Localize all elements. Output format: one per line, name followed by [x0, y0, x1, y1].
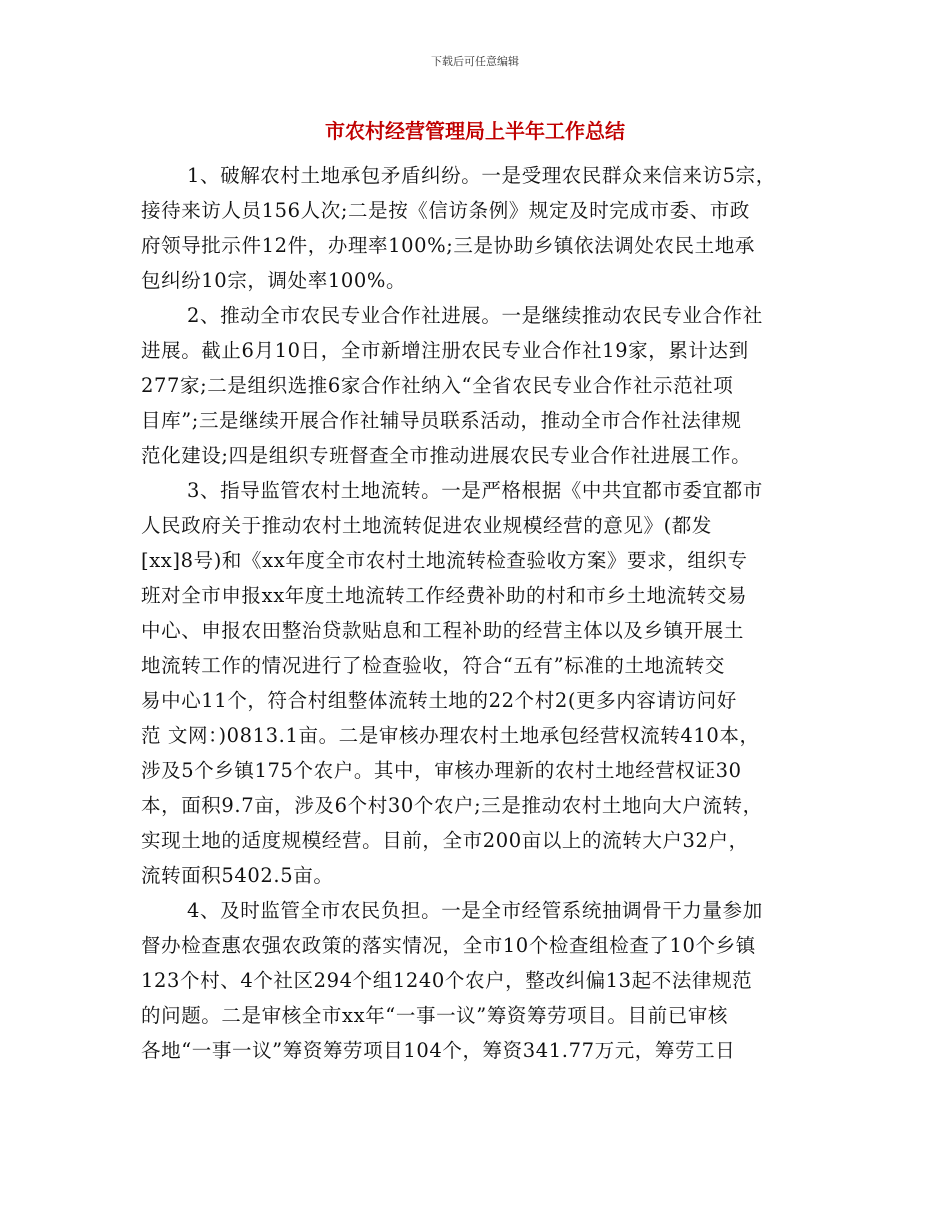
paragraph-4-line: 123个村、4个社区294个组1240个农户，整改纠偏13起不法律规范 [141, 969, 753, 992]
paragraph-3-line: 3、指导监管农村土地流转。一是严格根据《中共宜都市委宜都市 [187, 479, 763, 502]
paragraph-3-line: [xx]8号)和《xx年度全市农村土地流转检查验收方案》要求，组织专 [141, 549, 748, 572]
paragraph-4-line: 督办检查惠农强农政策的落实情况，全市10个检查组检查了10个乡镇 [141, 934, 756, 957]
paragraph-4-line: 各地“一事一议”筹资筹劳项目104个，筹资341.77万元，筹劳工日 [141, 1039, 736, 1062]
paragraph-1-line: 包纠纷10宗，调处率100%。 [141, 269, 407, 292]
paragraph-3-line: 流转面积5402.5亩。 [141, 864, 334, 887]
document-title: 市农村经营管理局上半年工作总结 [325, 119, 625, 143]
paragraph-3-line: 本，面积9.7亩，涉及6个村30个农户;三是推动农村土地向大户流转， [141, 794, 763, 817]
paragraph-3-line: 中心、申报农田整治贷款贴息和工程补助的经营主体以及乡镇开展土 [141, 619, 745, 642]
paragraph-2-line: 277家;二是组织选推6家合作社纳入“全省农民专业合作社示范社项 [141, 374, 734, 397]
paragraph-3-line: 范 文网：)0813.1亩。二是审核办理农村土地承包经营权流转410本， [141, 724, 760, 747]
paragraph-1-line: 接待来访人员156人次;二是按《信访条例》规定及时完成市委、市政 [141, 199, 750, 222]
paragraph-3-line: 班对全市申报xx年度土地流转工作经费补助的村和市乡土地流转交易 [141, 584, 748, 607]
paragraph-2-line: 进展。截止6月10日，全市新增注册农民专业合作社19家，累计达到 [141, 339, 749, 362]
paragraph-3-line: 易中心11个，符合村组整体流转土地的22个村2(更多内容请访问好 [141, 689, 737, 712]
paragraph-3-line: 涉及5个乡镇175个农户。其中，审核办理新的农村土地经营权证30 [141, 759, 742, 782]
paragraph-1-line: 府领导批示件12件，办理率100%;三是协助乡镇依法调处农民土地承 [141, 234, 755, 257]
paragraph-2-line: 目库”;三是继续开展合作社辅导员联系活动，推动全市合作社法律规 [141, 409, 742, 432]
header-note: 下载后可任意编辑 [431, 55, 519, 68]
paragraph-3-line: 地流转工作的情况进行了检查验收，符合“五有”标准的土地流转交 [141, 654, 725, 677]
paragraph-3-line: 人民政府关于推动农村土地流转促进农业规模经营的意见》(都发 [141, 514, 713, 537]
paragraph-2-line: 范化建设;四是组织专班督查全市推动进展农民专业合作社进展工作。 [141, 444, 752, 467]
paragraph-2-line: 2、推动全市农民专业合作社进展。一是继续推动农民专业合作社 [187, 304, 763, 327]
paragraph-1-line: 1、破解农村土地承包矛盾纠纷。一是受理农民群众来信来访5宗， [187, 164, 776, 187]
document-body [141, 158, 831, 1068]
paragraph-3-line: 实现土地的适度规模经营。目前，全市200亩以上的流转大户32户， [141, 829, 749, 852]
paragraph-4-line: 的问题。二是审核全市xx年“一事一议”筹资筹劳项目。目前已审核 [141, 1004, 729, 1027]
paragraph-4-line: 4、及时监管全市农民负担。一是全市经管系统抽调骨干力量参加 [187, 899, 763, 922]
